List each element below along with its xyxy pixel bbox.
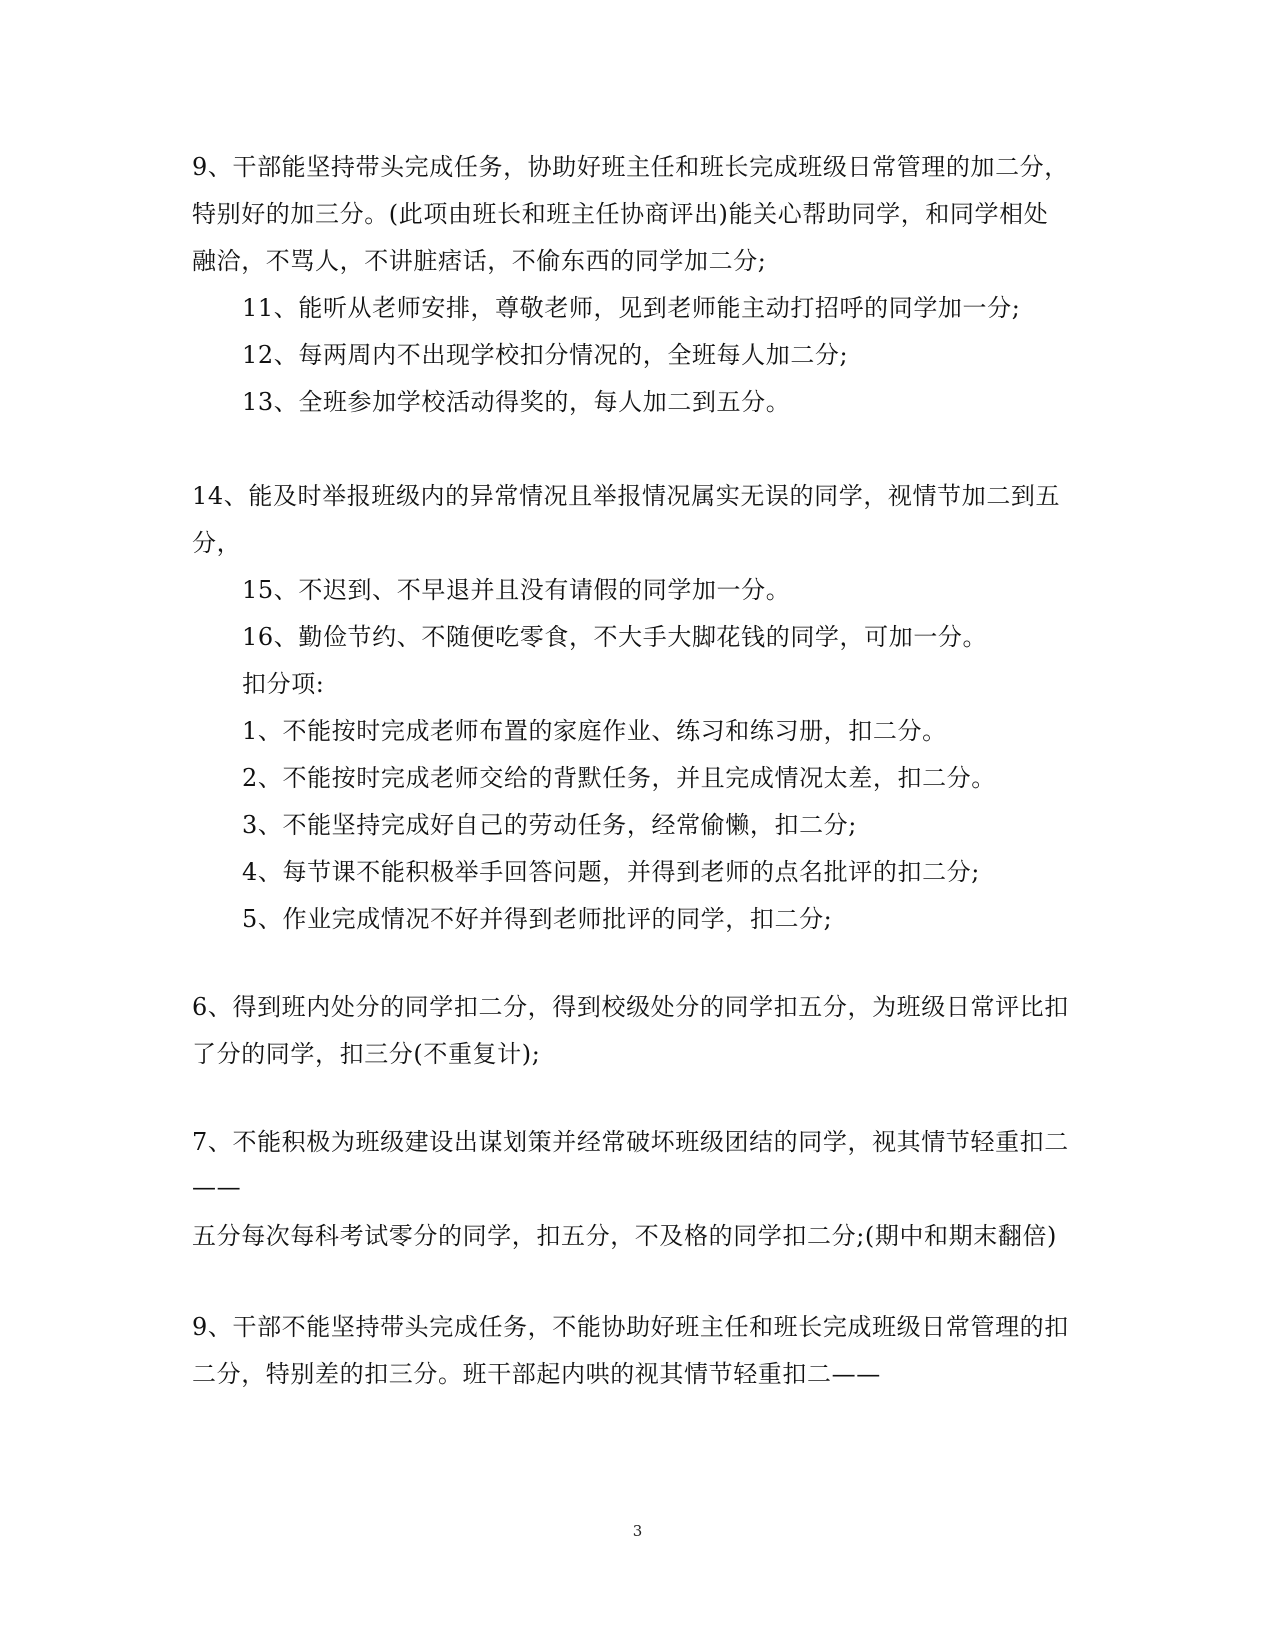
paragraph-item-9-bonus-line-3: 融洽，不骂人，不讲脏痞话，不偷东西的同学加二分;	[192, 247, 767, 275]
paragraph-item-6-deduction-line-1: 6、得到班内处分的同学扣二分，得到校级处分的同学扣五分，为班级日常评比扣	[192, 993, 1069, 1021]
list-item-2-deduction: 2、不能按时完成老师交给的背默任务，并且完成情况太差，扣二分。	[242, 764, 996, 792]
paragraph-item-14-bonus-line-1: 14、能及时举报班级内的异常情况且举报情况属实无误的同学，视情节加二到五	[192, 482, 1061, 510]
paragraph-item-7-deduction-line-3: 五分每次每科考试零分的同学，扣五分，不及格的同学扣二分;(期中和期末翻倍)	[192, 1222, 1058, 1250]
list-item-5-deduction: 5、作业完成情况不好并得到老师批评的同学，扣二分;	[242, 905, 833, 933]
paragraph-item-7-deduction-line-2: ——	[192, 1173, 242, 1201]
list-item-1-deduction: 1、不能按时完成老师布置的家庭作业、练习和练习册，扣二分。	[242, 717, 947, 745]
paragraph-item-9-bonus-line-1: 9、干部能坚持带头完成任务，协助好班主任和班长完成班级日常管理的加二分，	[192, 153, 1069, 181]
paragraph-item-14-bonus-line-2: 分，	[192, 529, 242, 557]
paragraph-item-9-deduction-line-1: 9、干部不能坚持带头完成任务，不能协助好班主任和班长完成班级日常管理的扣	[192, 1313, 1069, 1341]
list-item-16-bonus: 16、勤俭节约、不随便吃零食，不大手大脚花钱的同学，可加一分。	[242, 623, 988, 651]
list-item-15-bonus: 15、不迟到、不早退并且没有请假的同学加一分。	[242, 576, 791, 604]
list-item-12-bonus: 12、每两周内不出现学校扣分情况的，全班每人加二分;	[242, 341, 849, 369]
section-heading-deductions: 扣分项:	[242, 670, 325, 698]
paragraph-item-7-deduction-line-1: 7、不能积极为班级建设出谋划策并经常破坏班级团结的同学，视其情节轻重扣二	[192, 1128, 1069, 1156]
paragraph-item-9-deduction-line-2: 二分，特别差的扣三分。班干部起内哄的视其情节轻重扣二——	[192, 1360, 881, 1388]
paragraph-item-9-bonus-line-2: 特别好的加三分。(此项由班长和班主任协商评出)能关心帮助同学，和同学相处	[192, 200, 1049, 228]
list-item-4-deduction: 4、每节课不能积极举手回答问题，并得到老师的点名批评的扣二分;	[242, 858, 980, 886]
paragraph-item-6-deduction-line-2: 了分的同学，扣三分(不重复计);	[192, 1040, 541, 1068]
page-number: 3	[632, 1522, 643, 1540]
list-item-11-bonus: 11、能听从老师安排，尊敬老师，见到老师能主动打招呼的同学加一分;	[242, 294, 1021, 322]
list-item-3-deduction: 3、不能坚持完成好自己的劳动任务，经常偷懒，扣二分;	[242, 811, 857, 839]
list-item-13-bonus: 13、全班参加学校活动得奖的，每人加二到五分。	[242, 388, 791, 416]
